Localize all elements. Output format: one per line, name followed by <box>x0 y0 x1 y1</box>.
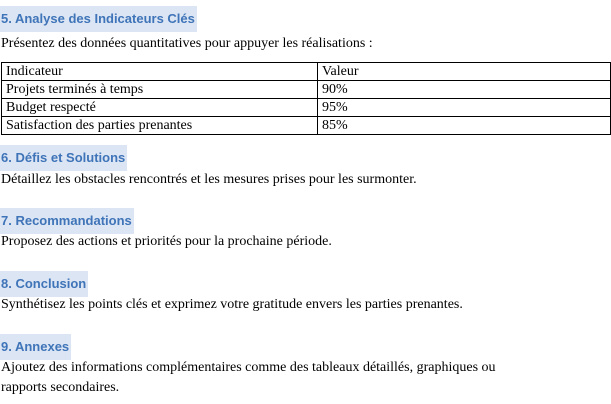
section-heading-annexes: 9. Annexes <box>0 334 71 360</box>
table-header-cell: Indicateur <box>2 63 318 81</box>
section-heading-challenges: 6. Défis et Solutions <box>0 145 127 171</box>
table-row <box>2 117 611 135</box>
table-row <box>2 99 611 117</box>
table-cell: 85% <box>318 117 611 135</box>
table-cell: 90% <box>318 81 611 99</box>
section-heading-indicators: 5. Analyse des Indicateurs Clés <box>0 6 197 32</box>
section-text-annexes-line2: rapports secondaires. <box>1 380 120 395</box>
table-header-row <box>2 63 611 81</box>
section-heading-conclusion: 8. Conclusion <box>0 271 88 297</box>
section-text-conclusion: Synthétisez les points clés et exprimez votre gratitude envers les parties prenantes. <box>1 297 463 312</box>
section-text-annexes-line1: Ajoutez des informations complémentaires comme des tableaux détaillés, graphiques ou <box>1 360 496 375</box>
section-text-recommendations: Proposez des actions et priorités pour la prochaine période. <box>1 234 332 249</box>
table-cell: Projets terminés à temps <box>2 81 318 99</box>
table-cell: 95% <box>318 99 611 117</box>
section-text-challenges: Détaillez les obstacles rencontrés et les mesures prises pour les surmonter. <box>1 172 417 187</box>
table-cell: Satisfaction des parties prenantes <box>2 117 318 135</box>
table-row <box>2 81 611 99</box>
section-heading-recommendations: 7. Recommandations <box>0 208 134 234</box>
table-header-cell: Valeur <box>318 63 611 81</box>
indicators-table <box>1 62 611 135</box>
section-intro-indicators: Présentez des données quantitatives pour appuyer les réalisations : <box>1 36 373 51</box>
table-cell: Budget respecté <box>2 99 318 117</box>
